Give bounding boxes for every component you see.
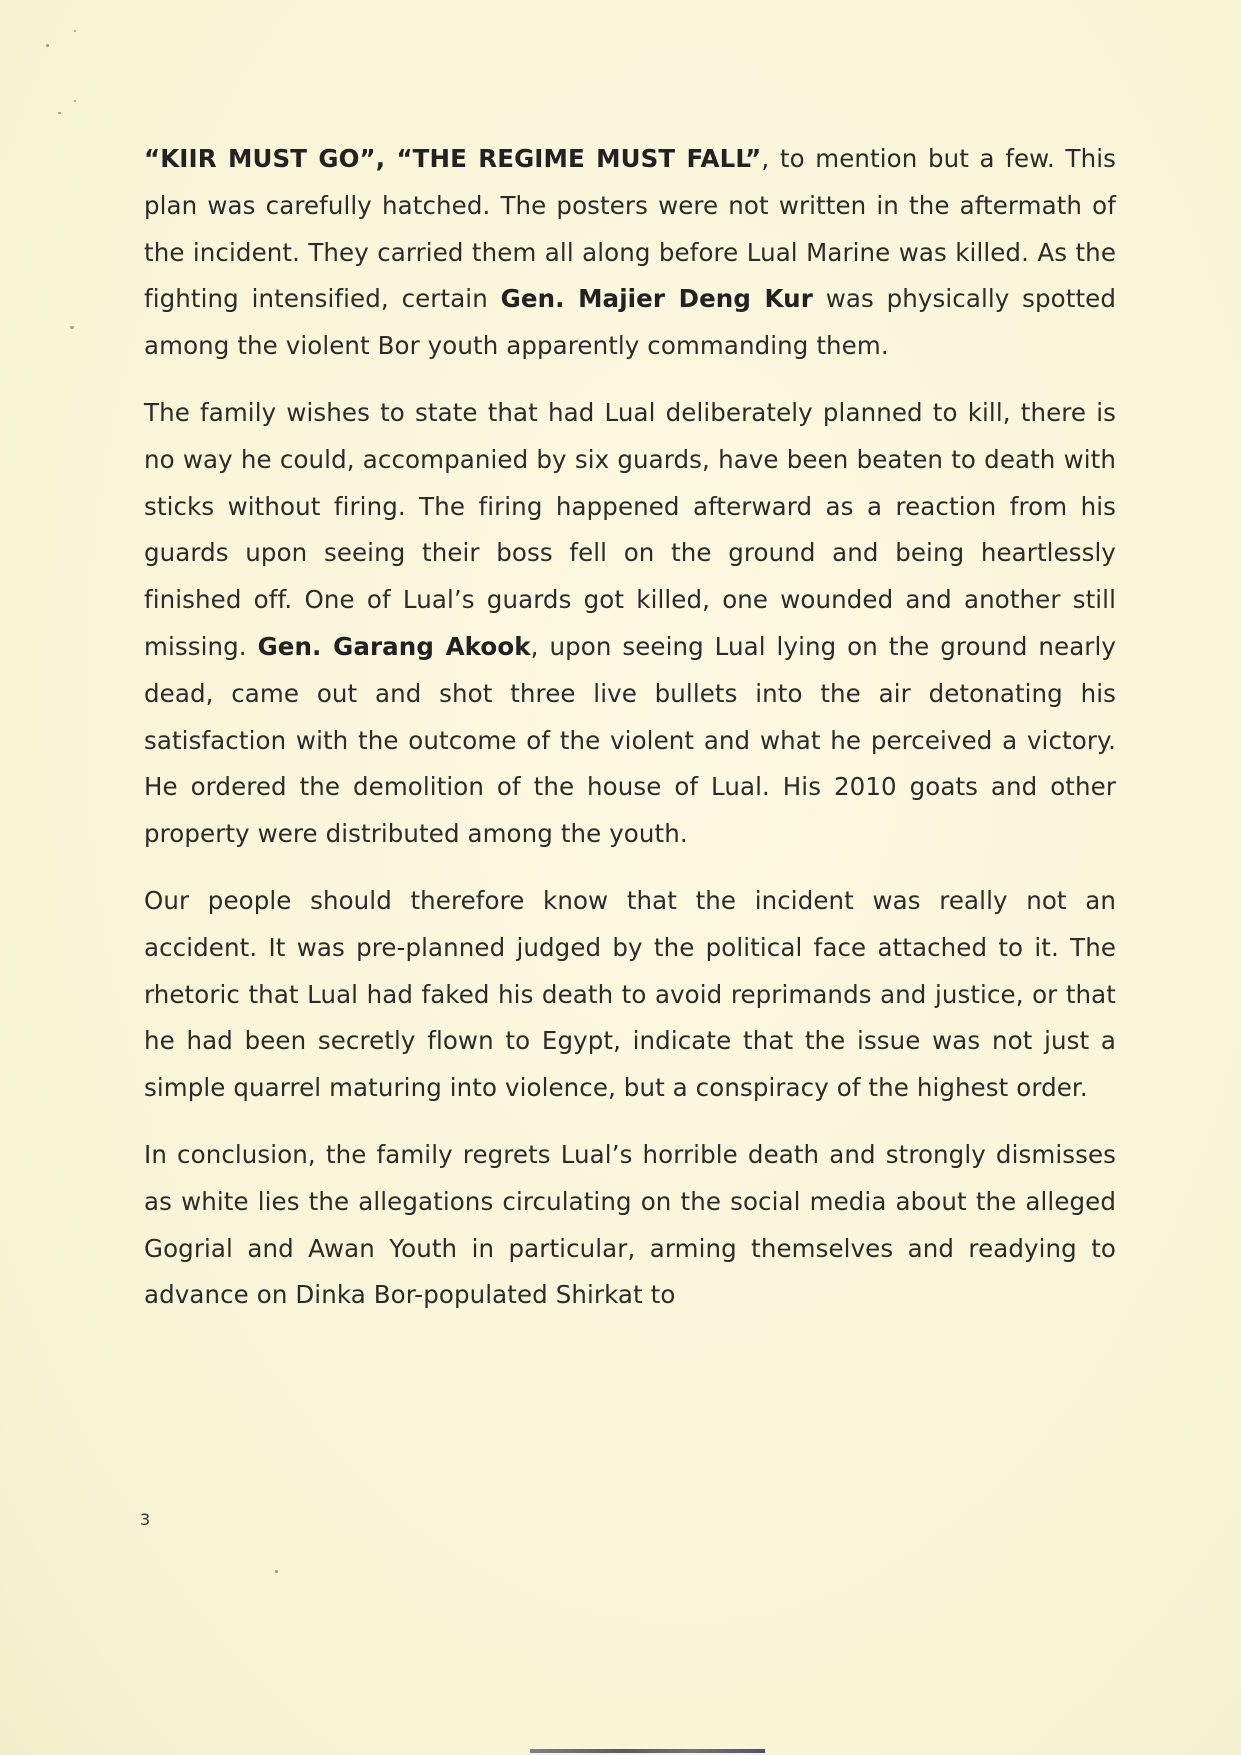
bold-text: Gen. Garang Akook xyxy=(257,631,531,661)
text-run: , upon seeing Lual lying on the ground nearly dead, came out and shot three live bullets into the air detonating his satisfaction with the outcome of the violent and what he perceived a victory. He ordered the demolition of the house of Lual. His 2010 goats and other property were distributed among the youth. xyxy=(144,631,1116,849)
scan-speck xyxy=(74,100,76,102)
text-run: , to mention but a few. This plan was carefully hatched. The posters were not written in the aftermath of the incident. They carried them all along before Lual Marine was killed. As the fighting intensified, certain xyxy=(144,144,1116,314)
paragraph xyxy=(144,878,1116,1112)
scan-speck xyxy=(46,44,49,47)
scan-speck xyxy=(58,112,61,114)
page-number: 3 xyxy=(140,1510,151,1529)
document-body xyxy=(144,136,1116,1339)
text-run: was physically spotted among the violent Bor youth apparently commanding them. xyxy=(144,284,1117,361)
text-run: In conclusion, the family regrets Lual’s horrible death and strongly dismisses as white lies the allegations circulating on the social media about the alleged Gogrial and Awan Youth in particular, arming themselves and readying to advance on Dinka Bor-populated Shirkat to xyxy=(144,1139,1116,1310)
scan-speck xyxy=(275,1570,278,1573)
paragraph xyxy=(144,136,1116,370)
paragraph xyxy=(144,1132,1116,1319)
scan-speck xyxy=(74,30,76,32)
bold-text: “KIIR MUST GO”, “THE REGIME MUST FALL” xyxy=(144,144,762,173)
bold-text: Gen. Majier Deng Kur xyxy=(500,284,813,314)
text-run: Our people should therefore know that the incident was really not an accident. It was pre-planned judged by the political face attached to it. The rhetoric that Lual had faked his death to avoid reprimands and justice, or that he had been secretly flown to Egypt, indicate that the issue was not just a simple quarrel maturing into violence, but a conspiracy of the highest order. xyxy=(144,885,1116,1103)
scan-speck xyxy=(70,326,74,329)
text-run: The family wishes to state that had Lual deliberately planned to kill, there is no way he could, accompanied by six guards, have been beaten to death with sticks without firing. The firing happened afterward as a reaction from his guards upon seeing their boss fell on the ground and being heartlessly finished off. One of Lual’s guards got killed, one wounded and another still missing. xyxy=(144,397,1116,661)
paragraph xyxy=(144,390,1116,858)
scan-edge-mark xyxy=(530,1749,765,1753)
